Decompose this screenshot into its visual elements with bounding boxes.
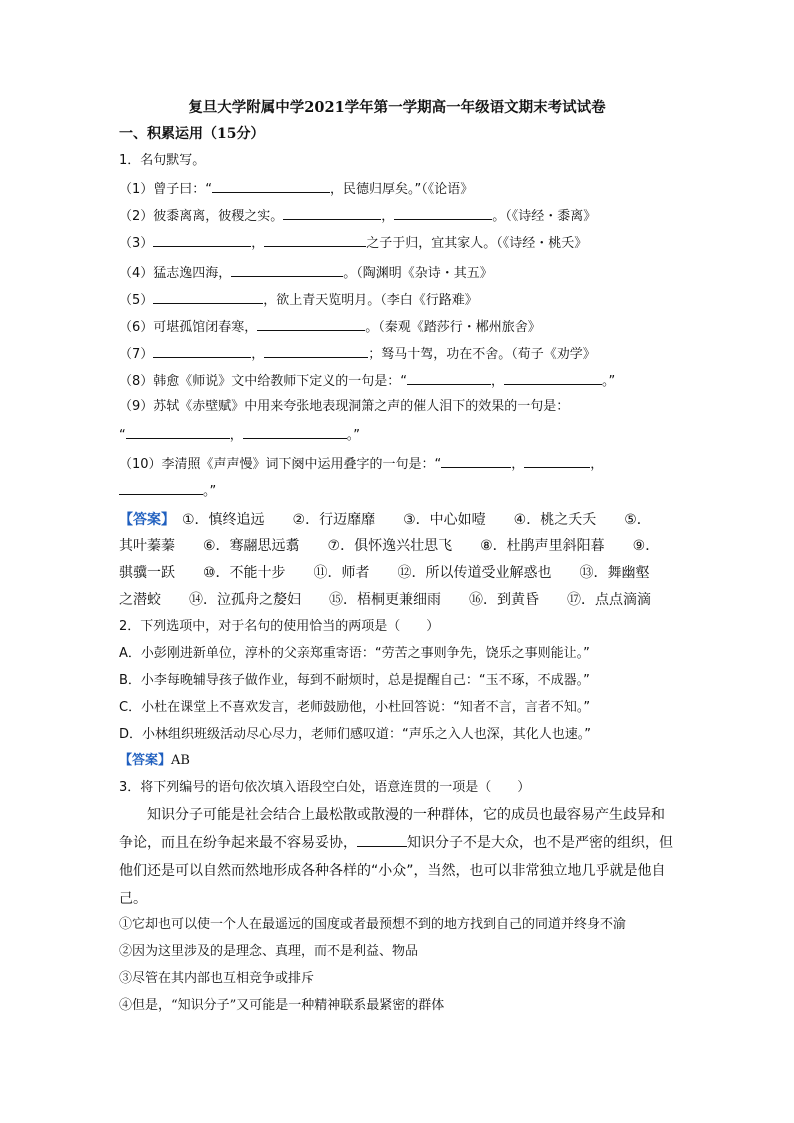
q3-passage-line-4: 己。 (119, 891, 147, 907)
fill-blank (407, 371, 491, 385)
fill-blank (264, 233, 366, 247)
fill-blank (257, 317, 365, 331)
q3-item-2: ②因为这里涉及的是理念、真理，而不是利益、物品 (119, 944, 419, 959)
fill-blank (524, 454, 590, 468)
q2-option-c: C．小杜在课堂上不喜欢发言，老师鼓励他，小杜回答说：“知者不言，言者不知。” (119, 700, 591, 715)
fill-blank (357, 833, 407, 847)
q1-answer-line-4: 之潜蛟 ⑭．泣孤舟之嫠妇 ⑮．梧桐更兼细雨 ⑯．到黄昏 ⑰．点点滴滴 (119, 592, 651, 608)
q1-item-6: （6）可堪孤馆闭春寒， 。（秦观《踏莎行・郴州旅舍》 (119, 317, 679, 337)
fill-blank (153, 290, 263, 304)
q1-item-2: （2）彼黍离离，彼稷之实。 ， 。（《诗经・黍离》 (119, 206, 679, 226)
q3-stem: 3．将下列编号的语句依次填入语段空白处，语意连贯的一项是（ ） (119, 780, 531, 795)
section-heading: 一、积累运用（15分） (119, 126, 265, 142)
fill-blank (212, 179, 330, 193)
fill-blank (153, 233, 251, 247)
q1-item-7: （7） ， ；驽马十驾，功在不舍。（荀子《劝学》 (119, 344, 679, 364)
fill-blank (231, 263, 343, 277)
q2-option-a: A．小彭刚进新单位，淳朴的父亲郑重寄语：“劳苦之事则争先，饶乐之事则能让。” (119, 646, 590, 661)
fill-blank (504, 371, 602, 385)
fill-blank (153, 344, 251, 358)
exam-title: 复旦大学附属中学2021学年第一学期高一年级语文期末考试试卷 (188, 99, 606, 116)
fill-blank (126, 425, 230, 439)
q1-stem: 1．名句默写。 (119, 153, 206, 168)
q2-option-d: D．小林组织班级活动尽心尽力，老师们感叹道：“声乐之入人也深，其化人也速。” (119, 727, 591, 742)
q1-item-5: （5） ，欲上青天览明月。（李白《行路难》 (119, 290, 679, 310)
fill-blank (441, 454, 511, 468)
q3-item-4: ④但是，“知识分子”又可能是一种精神联系最紧密的群体 (119, 998, 445, 1013)
q1-item-8: （8）韩愈《师说》文中给教师下定义的一句是：“ ， 。” (119, 371, 679, 391)
q3-item-3: ③尽管在其内部也互相竞争或排斥 (119, 971, 315, 986)
q1-item-9: （9）苏轼《赤壁赋》中用来夸张地表现洞箫之声的催人泪下的效果的一句是： (119, 399, 570, 414)
q1-item-4: （4）猛志逸四海， 。（陶渊明《杂诗・其五》 (119, 263, 679, 283)
fill-blank (283, 206, 381, 220)
q1-answer-line-1: 【答案】 ①．慎终追远 ②．行迈靡靡 ③．中心如噎 ④．桃之夭夭 ⑤． (119, 512, 651, 528)
q3-passage-line-1: 知识分子可能是社会结合上最松散或散漫的一种群体，它的成员也最容易产生歧异和 (147, 807, 665, 823)
q1-answer-line-3: 骐骥一跃 ⑩．不能十步 ⑪．师者 ⑫．所以传道受业解惑也 ⑬．舞幽壑 (119, 565, 650, 581)
q2-stem: 2．下列选项中，对于名句的使用恰当的两项是（ ） (119, 619, 440, 634)
fill-blank (243, 425, 347, 439)
q1-item-1: （1）曾子曰：“ ，民德归厚矣。”（《论语》 (119, 179, 679, 199)
q3-item-1: ①它却也可以使一个人在最遥远的国度或者最预想不到的地方找到自己的同道并终身不渝 (119, 917, 627, 932)
q1-item-9-blanks: “ ， 。” (119, 425, 679, 445)
q2-answer: 【答案】AB (119, 753, 190, 768)
fill-blank (264, 344, 368, 358)
answer-tag: 【答案】 (119, 753, 172, 768)
q1-item-10: （10）李清照《声声慢》词下阕中运用叠字的一句是：“ ， ， (119, 454, 679, 474)
fill-blank (394, 206, 492, 220)
q1-item-3: （3） ， 之子于归，宜其家人。（《诗经・桃夭》 (119, 233, 679, 253)
fill-blank (119, 481, 203, 495)
q1-item-10-end: 。” (119, 481, 679, 501)
q3-passage-line-2: 争论，而且在纷争起来最不容易妥协， 知识分子不是大众，也不是严密的组织，但 (119, 835, 673, 851)
q1-answer-line-2: 其叶蓁蓁 ⑥．骞翮思远翥 ⑦．俱怀逸兴壮思飞 ⑧．杜鹃声里斜阳暮 ⑨． (119, 538, 660, 554)
answer-tag: 【答案】 (119, 512, 168, 528)
q3-passage-line-3: 他们还是可以自然而然地形成各种各样的“小众”，当然，也可以非常独立地几乎就是他自 (119, 863, 666, 879)
q2-option-b: B．小李每晚辅导孩子做作业，每到不耐烦时，总是提醒自己：“玉不琢，不成器。” (119, 673, 590, 688)
